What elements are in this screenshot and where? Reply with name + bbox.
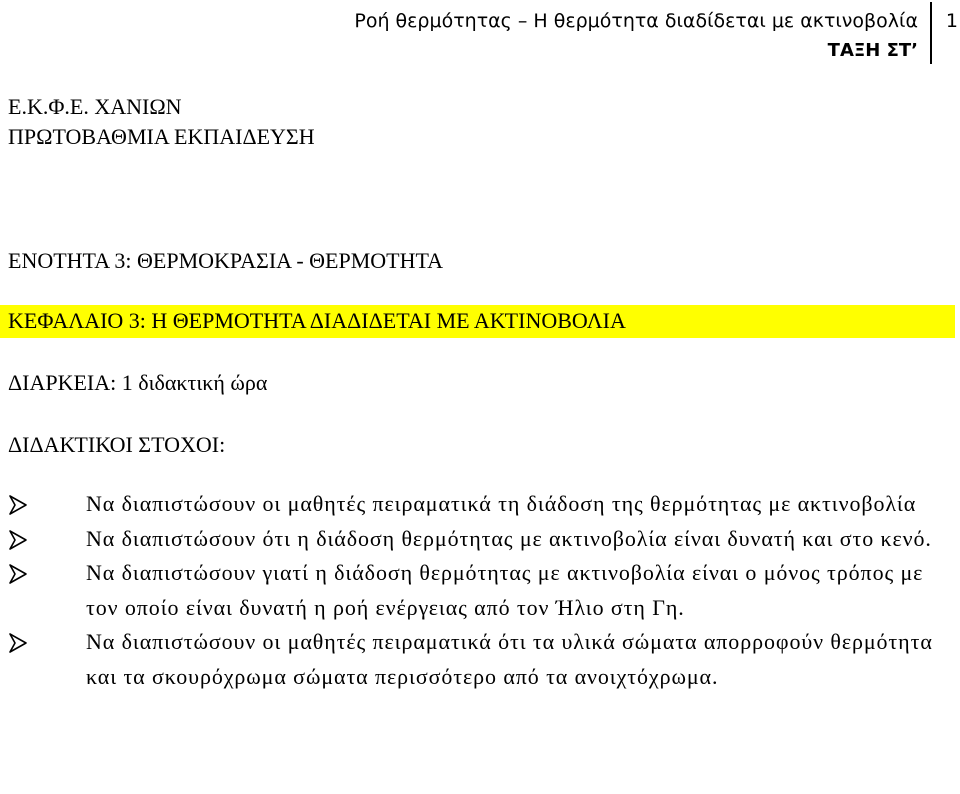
arrowhead-bullet-icon <box>8 556 28 590</box>
objective-item <box>8 487 938 522</box>
page-number: 1 <box>945 10 958 32</box>
arrowhead-bullet-icon <box>8 625 28 659</box>
objective-item <box>8 625 938 694</box>
arrowhead-bullet-icon <box>8 522 28 556</box>
header-title: Ροή θερμότητας – Η θερμότητα διαδίδεται με ακτινοβολία <box>354 10 918 32</box>
header-text <box>354 6 918 66</box>
arrowhead-bullet-icon <box>8 487 28 521</box>
objective-item <box>8 556 938 625</box>
objective-text: Να διαπιστώσουν οι μαθητές πειραματικά ότι τα υλικά σώματα απορροφούν θερμότητα και τα σκουρόχρωμα σώματα περισσότερο από τα ανοιχτόχρωμα. <box>86 629 933 689</box>
header-class-label: ΤΑΞΗ ΣΤ’ <box>827 40 918 61</box>
page-header <box>320 2 960 62</box>
education-level: ΠΡΩΤΟΒΑΘΜΙΑ ΕΚΠΑΙΔΕΥΣΗ <box>8 124 315 149</box>
organization-name: Ε.Κ.Φ.Ε. ΧΑΝΙΩΝ <box>8 94 182 119</box>
lesson-duration: ΔΙΑΡΚΕΙΑ: 1 διδακτική ώρα <box>8 370 268 395</box>
objective-text: Να διαπιστώσουν γιατί η διάδοση θερμότητας με ακτινοβολία είναι ο μόνος τρόπος με τον οποίο είναι δυνατή η ροή ενέργειας από τον Ήλιο στη Γη. <box>86 560 924 620</box>
chapter-title: ΚΕΦΑΛΑΙΟ 3: Η ΘΕΡΜΟΤΗΤΑ ΔΙΑΔΙΔΕΤΑΙ ΜΕ ΑΚΤΙΝΟΒΟΛΙΑ <box>8 308 626 333</box>
objectives-list <box>8 487 938 694</box>
header-divider <box>930 2 932 64</box>
objective-text: Να διαπιστώσουν ότι η διάδοση θερμότητας με ακτινοβολία είναι δυνατή και στο κενό. <box>86 525 932 551</box>
objective-item <box>8 522 938 557</box>
objective-text: Να διαπιστώσουν οι μαθητές πειραματικά τη διάδοση της θερμότητας με ακτινοβολία <box>86 491 917 516</box>
objectives-heading: ΔΙΔΑΚΤΙΚΟΙ ΣΤΟΧΟΙ: <box>8 432 226 457</box>
unit-title: ΕΝΟΤΗΤΑ 3: ΘΕΡΜΟΚΡΑΣΙΑ - ΘΕΡΜΟΤΗΤΑ <box>8 248 444 273</box>
